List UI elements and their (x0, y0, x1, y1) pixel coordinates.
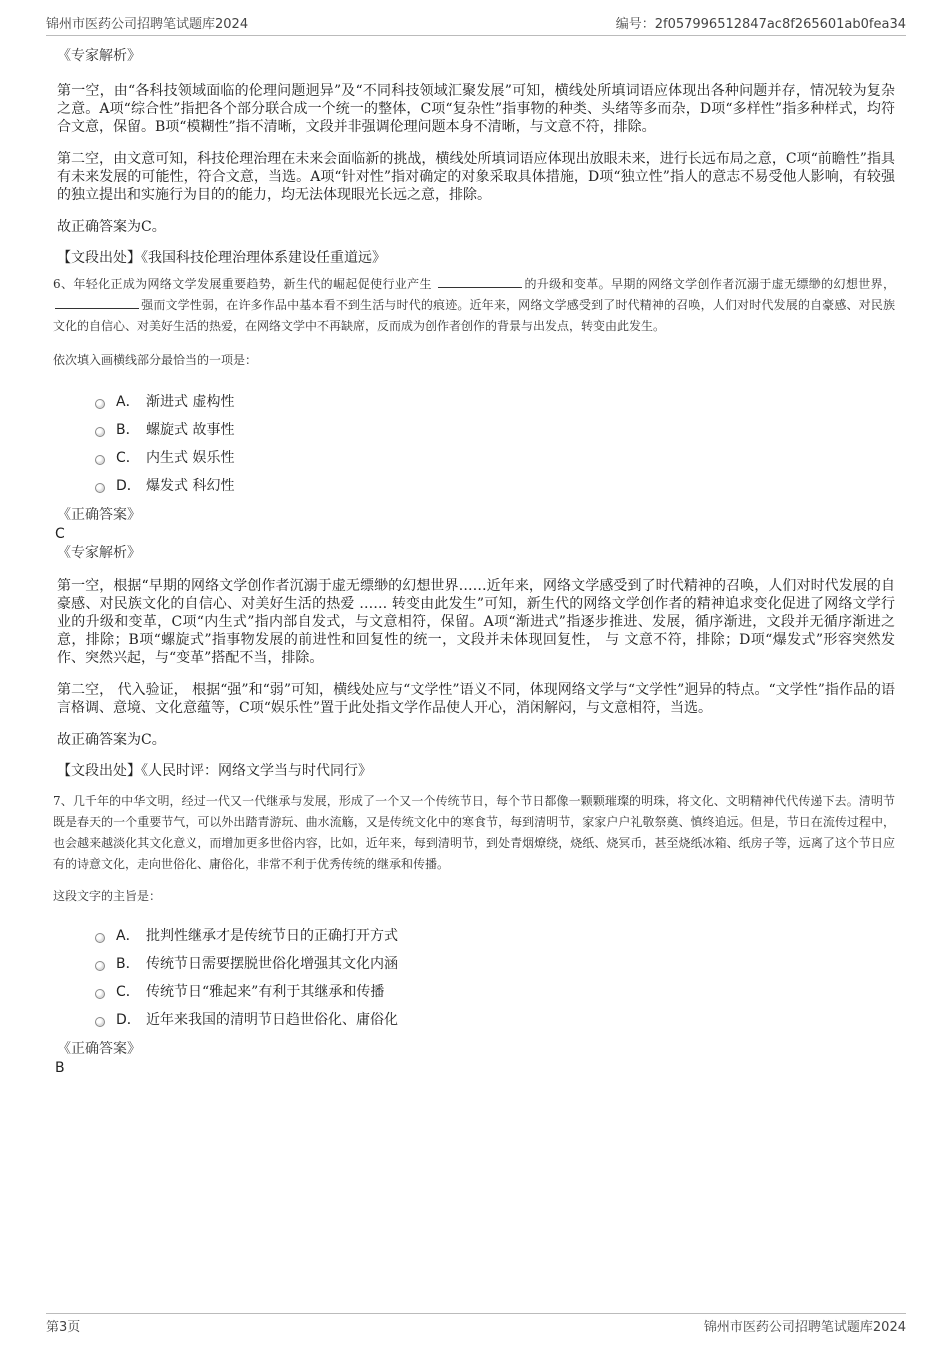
analysis-paragraph: 第二空， 代入验证， 根据“强”和“弱”可知，横线处应与“文学性”语义不同，体现网络文学与“文学性”迥异的特点。“文学性”指作品的语言格调、意境、文化意蕴等，C项“娱乐性”置于此处指文学作品使人开心，消闲解闷，与文意相符，当选。 (57, 682, 895, 716)
radio-icon[interactable] (95, 455, 105, 465)
question-prompt: 这段文字的主旨是： (53, 889, 162, 903)
analysis-paragraph: 第一空，由“各科技领域面临的伦理问题迥异”及“不同科技领域汇聚发展”可知，横线处所填词语应体现出各种问题并存，情况较为复杂之意。A项“综合性”指把各个部分联合成一个统一的整体，C项“复杂性”指事物的种类、头绪等多而杂，D项“多样性”指多种样式，均符合文意，保留。B项“模糊性”指不清晰，文段并非强调伦理问题本身不清晰，与文意不符，排除。 (57, 83, 895, 135)
analysis-label: 《专家解析》 (57, 48, 141, 64)
options-list (95, 387, 895, 499)
fill-blank (55, 296, 139, 309)
page-footer (46, 1313, 906, 1336)
question-6 (53, 274, 895, 337)
radio-icon[interactable] (95, 483, 105, 493)
option-b[interactable]: B． 传统节日需要摆脱世俗化增强其文化内涵 (95, 949, 895, 977)
page-number: 第3页 (46, 1320, 81, 1335)
answer-value: C (55, 526, 65, 542)
option-c[interactable]: C． 内生式 娱乐性 (95, 443, 895, 471)
answer-label: 《正确答案》 (57, 1041, 141, 1057)
option-d[interactable]: D． 近年来我国的清明节日趋世俗化、庸俗化 (95, 1005, 895, 1033)
question-text: 6、年轻化正成为网络文学发展重要趋势，新生代的崛起促使行业产生 (53, 277, 432, 291)
analysis-paragraph: 第二空，由文意可知，科技伦理治理在未来会面临新的挑战，横线处所填词语应体现出放眼未来，进行长远布局之意，C项“前瞻性”指具有未来发展的可能性，符合文意，当选。A项“针对性”指对确定的对象采取具体措施，D项“独立性”指人的意志不易受他人影响，有较强的独立提出和实施行为目的的能力，均无法体现眼光长远之意，排除。 (57, 151, 895, 203)
radio-icon[interactable] (95, 1017, 105, 1027)
answer-value: B (55, 1060, 65, 1076)
radio-icon[interactable] (95, 989, 105, 999)
footer-title: 锦州市医药公司招聘笔试题库2024 (703, 1320, 906, 1335)
conclusion: 故正确答案为C。 (57, 732, 166, 748)
option-c[interactable]: C． 传统节日“雅起来”有利于其继承和传播 (95, 977, 895, 1005)
radio-icon[interactable] (95, 399, 105, 409)
header-serial: 编号：2f057996512847ac8f265601ab0fea34 (615, 17, 906, 32)
option-a[interactable]: A． 渐进式 虚构性 (95, 387, 895, 415)
radio-icon[interactable] (95, 961, 105, 971)
fill-blank (438, 275, 522, 288)
option-d[interactable]: D． 爆发式 科幻性 (95, 471, 895, 499)
conclusion: 故正确答案为C。 (57, 219, 166, 235)
page-header (46, 13, 906, 36)
question-7: 7、几千年的中华文明，经过一代又一代继承与发展，形成了一个又一个传统节日，每个节日都像一颗颗璀璨的明珠，将文化、文明精神代代传递下去。清明节既是春天的一个重要节气，可以外出踏青游玩、曲水流觞，又是传统文化中的寒食节，每到清明节，家家户户礼敬祭奠、慎终追远。但是，节日在流传过程中，也会越来越淡化其文化意义，而增加更多世俗内容，比如，近年来，每到清明节，到处青烟燎绕，烧纸、烧冥币，甚至烧纸冰箱、纸房子等，远离了这个节日应有的诗意文化，走向世俗化、庸俗化，非常不利于优秀传统的继承和传播。 (53, 794, 895, 871)
question-text: 强而文学性弱，在许多作品中基本看不到生活与时代的痕迹。近年来，网络文学感受到了时代精神的召唤，人们对时代发展的自豪感、对民族文化的自信心、对美好生活的热爱，在网络文学中不再缺席，反而成为创作者创作的背景与出发点，转变由此发生。 (53, 298, 895, 333)
radio-icon[interactable] (95, 427, 105, 437)
source-citation: 【文段出处】《人民时评：网络文学当与时代同行》 (57, 763, 372, 779)
question-prompt: 依次填入画横线部分最恰当的一项是： (53, 353, 258, 367)
header-title: 锦州市医药公司招聘笔试题库2024 (46, 17, 249, 32)
analysis-label: 《专家解析》 (57, 545, 141, 561)
question-text: 的升级和变革。早期的网络文学创作者沉溺于虚无缥缈的幻想世界， (524, 277, 895, 291)
options-list (95, 921, 895, 1033)
page-content (53, 46, 895, 1077)
source-citation: 【文段出处】《我国科技伦理治理体系建设任重道远》 (57, 250, 386, 266)
radio-icon[interactable] (95, 933, 105, 943)
option-a[interactable]: A． 批判性继承才是传统节日的正确打开方式 (95, 921, 895, 949)
analysis-paragraph: 第一空，根据“早期的网络文学创作者沉溺于虚无缥缈的幻想世界……近年来，网络文学感受到了时代精神的召唤，人们对时代发展的自豪感、对民族文化的自信心、对美好生活的热爱 …… 转变由此发生”可知，新生代的网络文学创作者的精神追求变化促进了网络文学行业的升级和变革，C项“内生式”指内部自发式，与文意相符，保留。A项“渐进式”指逐步推进、发展，循序渐进，文段并无循序渐进之意，排除；B项“螺旋式”指事物发展的前进性和回复性的统一，文段并未体现回复性， 与 文意不符，排除；D项“爆发式”形容突然发作、突然兴起，与“变革”搭配不当，排除。 (57, 578, 895, 666)
option-b[interactable]: B． 螺旋式 故事性 (95, 415, 895, 443)
answer-label: 《正确答案》 (57, 507, 141, 523)
